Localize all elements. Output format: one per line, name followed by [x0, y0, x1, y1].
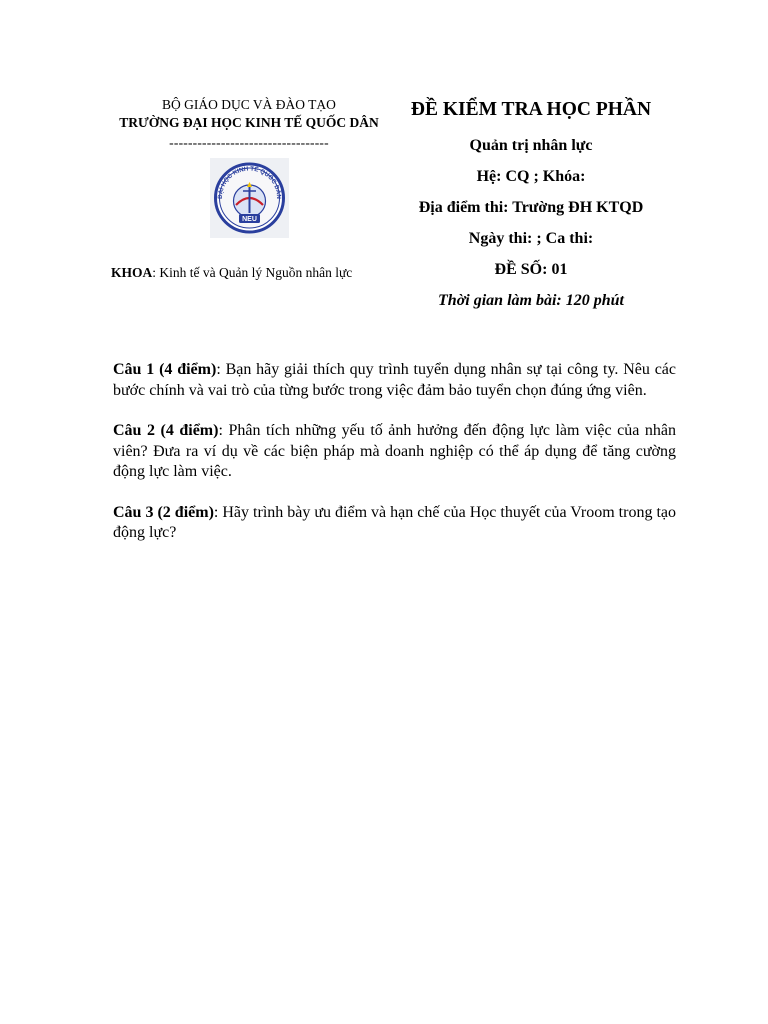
subject-name: Quản trị nhân lực — [469, 137, 593, 154]
question-heading: Câu 3 (2 điểm) — [113, 503, 214, 521]
exam-date-shift: Ngày thi: ; Ca thi: — [468, 230, 594, 247]
question-text: : Bạn hãy giải thích quy trình tuyển dụng nhân sự tại công ty. Nêu các bước chính và vai trò của từng bước trong việc đảm bảo tuyển chọn đúng ứng viên. — [113, 361, 676, 399]
university-seal-icon — [210, 158, 289, 238]
exam-number: ĐỀ SỐ: 01 — [494, 261, 568, 278]
faculty-label: KHOA — [111, 265, 153, 280]
exam-duration: Thời gian làm bài: 120 phút — [438, 292, 624, 309]
faculty-line — [111, 264, 352, 282]
institution-header — [110, 96, 388, 152]
question-item — [113, 421, 676, 483]
exam-location: Địa điểm thi: Trường ĐH KTQD — [418, 199, 644, 216]
question-item — [113, 360, 676, 401]
ministry-name: BỘ GIÁO DỤC VÀ ĐÀO TẠO — [162, 97, 336, 112]
question-heading: Câu 2 (4 điểm) — [113, 422, 219, 439]
program-line: Hệ: CQ ; Khóa: — [476, 168, 586, 185]
question-text: : Hãy trình bày ưu điểm và hạn chế của Học thuyết của Vroom trong tạo động lực? — [113, 503, 676, 541]
faculty-name: : Kinh tế và Quản lý Nguồn nhân lực — [152, 265, 353, 280]
question-item — [113, 503, 676, 544]
university-logo — [210, 158, 289, 238]
university-name: TRƯỜNG ĐẠI HỌC KINH TẾ QUỐC DÂN — [119, 115, 379, 130]
question-text: : Phân tích những yếu tố ảnh hưởng đến động lực làm việc của nhân viên? Đưa ra ví dụ về các biện pháp mà doanh nghiệp có thể áp dụng để tăng cường động lực làm việc. — [113, 422, 676, 480]
exam-title: ĐỀ KIỂM TRA HỌC PHẦN — [410, 99, 652, 120]
logo-arc-text: ĐẠI HỌC KINH TẾ QUỐC DÂN — [216, 165, 283, 200]
exam-info-header — [395, 96, 667, 312]
question-list — [113, 360, 676, 564]
header-divider: ---------------------------------- — [169, 135, 329, 150]
logo-badge-text: NEU — [242, 216, 257, 224]
question-heading: Câu 1 (4 điểm) — [113, 361, 217, 378]
